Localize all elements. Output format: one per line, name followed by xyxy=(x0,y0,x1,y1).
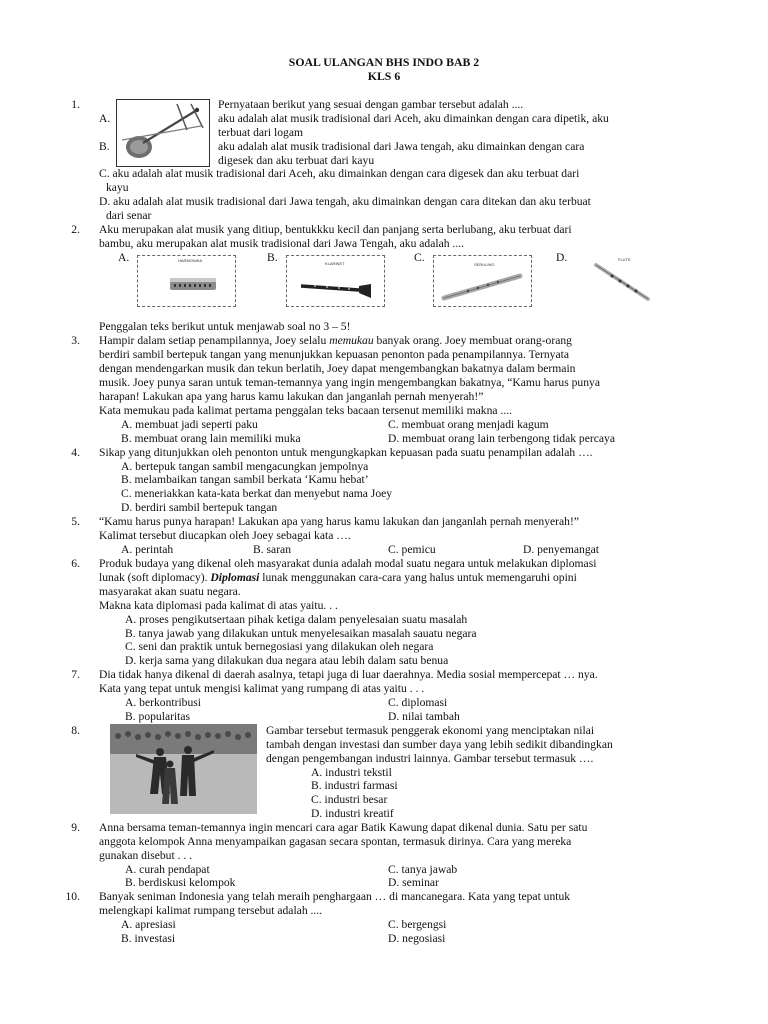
option-text: dari senar xyxy=(106,209,152,222)
question-text: bambu, aku merupakan alat musik tradisional dari Jawa Tengah, aku adalah .... xyxy=(99,237,465,250)
question-text: Gambar tersebut termasuk penggerak ekonomi yang menciptakan nilai xyxy=(266,724,595,737)
option-a: A. industri tekstil xyxy=(311,766,392,779)
option-b: B. industri farmasi xyxy=(311,779,398,792)
option-text: digesek dan aku terbuat dari kayu xyxy=(218,154,375,167)
question-text: Kata yang tepat untuk mengisi kalimat yang rumpang di atas yaitu . . . xyxy=(99,682,425,695)
rebab-icon xyxy=(117,100,209,166)
option-c: C. industri besar xyxy=(311,793,388,806)
option-a: A. curah pendapat xyxy=(125,863,210,876)
question-text: dengan mendengarkan musik dan tekun berlatih, Joey dapat mengembangkan bakatnya dalam bermain xyxy=(99,362,576,375)
question-number: 8. xyxy=(71,724,80,737)
question-number: 3. xyxy=(71,334,80,347)
option-b: B. popularitas xyxy=(125,710,191,723)
question-number: 5. xyxy=(71,515,80,528)
flute-image: FLUTE xyxy=(578,255,668,305)
option-text: aku adalah alat musik tradisional dari Aceh, aku dimainkan dengan cara dipetik, aku xyxy=(218,112,609,125)
option-b: B. membuat orang lain memiliki muka xyxy=(121,432,301,445)
option-text: kayu xyxy=(106,181,129,194)
question-text: Banyak seniman Indonesia yang telah meraih penghargaan … di mancanegara. Kata yang tepat untuk xyxy=(99,890,571,903)
option-c: C. meneriakkan kata-kata berkat dan menyebut nama Joey xyxy=(121,487,393,500)
option-c: C. bergengsi xyxy=(388,918,447,931)
option-d: D. berdiri sambil bertepuk tangan xyxy=(121,501,278,514)
option-b: B. tanya jawab yang dilakukan untuk menyelesaikan masalah sauatu negara xyxy=(125,627,477,640)
option-text: D. aku adalah alat musik tradisional dari Jawa tengah, aku dimainkan dengan cara ditekan dan aku terbuat xyxy=(99,195,591,208)
question-text: Kata memukau pada kalimat pertama penggalan teks bacaan tersenut memiliki makna .... xyxy=(99,404,513,417)
question-number: 6. xyxy=(71,557,80,570)
option-c: C. diplomasi xyxy=(388,696,448,709)
option-b: B. melambaikan tangan sambil berkata ‘Kamu hebat’ xyxy=(121,473,369,486)
option-d: D. negosiasi xyxy=(388,932,446,945)
question-text: berdiri sambil bertepuk tangan yang menunjukkan kepuasan penonton pada penampilannya. Ternyata xyxy=(99,348,569,361)
option-label: A. xyxy=(99,112,111,125)
rebab-instrument-image xyxy=(116,99,210,167)
option-d: D. kerja sama yang dilakukan dua negara atau lebih dalam satu benua xyxy=(125,654,449,667)
dancers-photo-icon xyxy=(110,724,257,814)
page-title: SOAL ULANGAN BHS INDO BAB 2 xyxy=(288,55,480,69)
option-c: C. tanya jawab xyxy=(388,863,458,876)
question-number: 1. xyxy=(71,98,80,111)
question-text: Hampir dalam setiap penampilannya, Joey selalu memukau banyak orang. Joey membuat orang-orang xyxy=(99,334,572,347)
option-d: D. membuat orang lain terbengong tidak percaya xyxy=(388,432,615,445)
harmonica-image: HARMONIKA xyxy=(137,255,236,307)
question-text: Dia tidak hanya dikenal di daerah asalnya, tetapi juga di luar daerahnya. Media sosial mempercepat … nya. xyxy=(99,668,598,681)
option-d: D. nilai tambah xyxy=(388,710,460,723)
option-b: B. saran xyxy=(253,543,291,556)
harmonica-icon xyxy=(138,256,235,306)
question-text: gunakan disebut . . . xyxy=(99,849,193,862)
option-a: A. apresiasi xyxy=(121,918,176,931)
option-label: B. xyxy=(267,251,278,264)
question-text: anggota kelompok Anna menyampaikan gagasan secara spontan, termasuk dirinya. Cara yang mereka xyxy=(99,835,572,848)
option-a: A. berkontribusi xyxy=(125,696,201,709)
question-text: musik. Joey punya saran untuk teman-temannya yang ingin mengembangkan bakatnya, “Kamu harus punya xyxy=(99,376,600,389)
question-number: 2. xyxy=(71,223,80,236)
option-b: B. berdiskusi kelompok xyxy=(125,876,236,889)
option-d: D. penyemangat xyxy=(523,543,599,556)
option-label: A. xyxy=(118,251,130,264)
option-label: D. xyxy=(556,251,568,264)
seruling-image: SERULING xyxy=(433,255,532,307)
question-text: Sikap yang ditunjukkan oleh penonton untuk mengungkapkan kepuasan pada suatu penampilan adalah …. xyxy=(99,446,593,459)
question-text: Produk budaya yang dikenal oleh masyarakat dunia adalah modal suatu negara untuk melakukan diplomasi xyxy=(99,557,597,570)
option-a: A. bertepuk tangan sambil mengacungkan jempolnya xyxy=(121,460,369,473)
question-text: Kalimat tersebut diucapkan oleh Joey sebagai kata …. xyxy=(99,529,351,542)
page-subtitle: KLS 6 xyxy=(367,69,401,83)
option-c: C. pemicu xyxy=(388,543,436,556)
question-text: “Kamu harus punya harapan! Lakukan apa yang harus kamu lakukan dan janganlah pernah menyerah!” xyxy=(99,515,579,528)
option-text: terbuat dari logam xyxy=(218,126,303,139)
question-number: 9. xyxy=(71,821,80,834)
passage-intro: Penggalan teks berikut untuk menjawab soal no 3 – 5! xyxy=(99,320,351,333)
question-number: 4. xyxy=(71,446,80,459)
question-text: masyarakat akan suatu negara. xyxy=(99,585,241,598)
question-text: tambah dengan investasi dan sumber daya yang lebih sedikit dibandingkan xyxy=(266,738,613,751)
question-text: Makna kata diplomasi pada kalimat di atas yaitu. . . xyxy=(99,599,338,612)
question-text: lunak (soft diplomacy). Diplomasi lunak menggunakan cara-cara yang halus untuk memengaruhi opini xyxy=(99,571,577,584)
option-a: A. proses pengikutsertaan pihak ketiga dalam penyelesaian suatu masalah xyxy=(125,613,468,626)
flute-icon xyxy=(578,255,668,305)
option-text: aku adalah alat musik tradisional dari Jawa tengah, aku dimainkan dengan cara xyxy=(218,140,585,153)
option-text: C. aku adalah alat musik tradisional dari Aceh, aku dimainkan dengan cara digesek dan aku terbuat dari xyxy=(99,167,580,180)
dancers-photo xyxy=(110,724,257,814)
option-a: A. perintah xyxy=(121,543,174,556)
question-text: Aku merupakan alat musik yang ditiup, bentukkku kecil dan panjang serta berlubang, aku terbuat dari xyxy=(99,223,572,236)
option-c: C. seni dan praktik untuk bernegosiasi yang dilakukan oleh negara xyxy=(125,640,434,653)
question-text: melengkapi kalimat rumpang tersebut adalah .... xyxy=(99,904,323,917)
option-b: B. investasi xyxy=(121,932,176,945)
question-text: dengan pengembangan industri lainnya. Gambar tersebut termasuk …. xyxy=(266,752,594,765)
question-number: 7. xyxy=(71,668,80,681)
question-text: Anna bersama teman-temannya ingin mencari cara agar Batik Kawung dapat dikenal dunia. Satu per satu xyxy=(99,821,588,834)
option-a: A. membuat jadi seperti paku xyxy=(121,418,258,431)
question-text: Pernyataan berikut yang sesuai dengan gambar tersebut adalah .... xyxy=(218,98,524,111)
question-text: harapan! Lakukan apa yang harus kamu lakukan dan janganlah pernah menyerah!” xyxy=(99,390,484,403)
option-label: B. xyxy=(99,140,110,153)
option-d: D. seminar xyxy=(388,876,439,889)
question-number: 10. xyxy=(65,890,80,903)
clarinet-image: KLARINET xyxy=(286,255,385,307)
option-d: D. industri kreatif xyxy=(311,807,394,820)
option-c: C. membuat orang menjadi kagum xyxy=(388,418,549,431)
option-label: C. xyxy=(414,251,425,264)
